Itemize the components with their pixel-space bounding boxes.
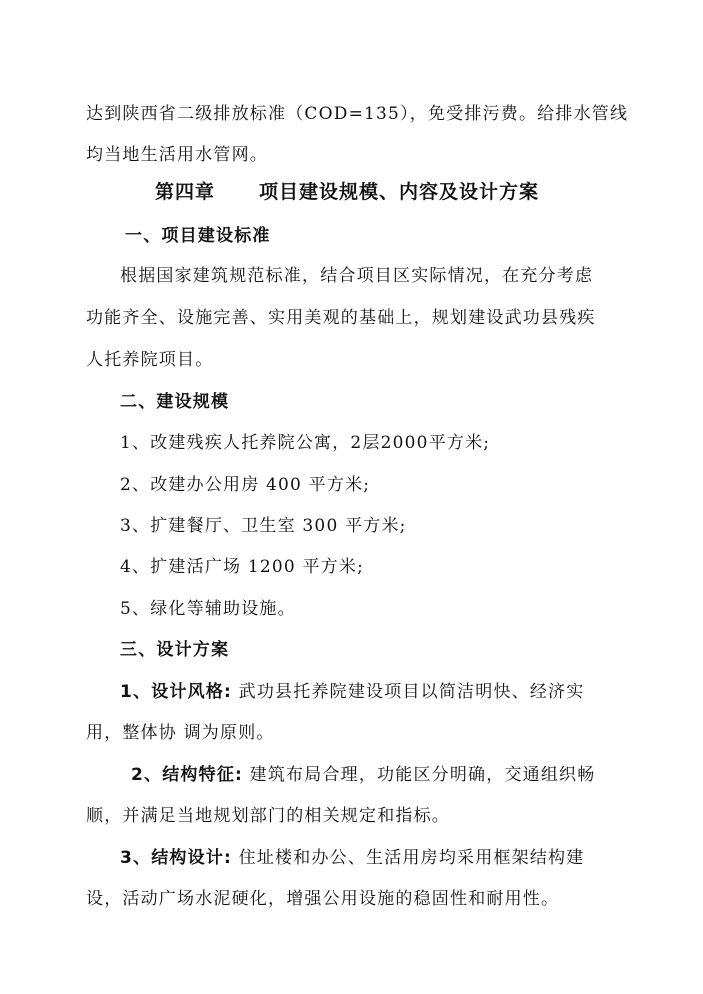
design-item-3-line-2: 设，活动广场水泥硬化，增强公用设施的稳固性和耐用性。 [86, 889, 560, 909]
section-1-para-line-2: 功能齐全、设施完善、实用美观的基础上，规划建设武功县残疾 [86, 308, 596, 328]
design-item-3-label: 3、结构设计: [120, 848, 233, 868]
intro-line-2: 均当地生活用水管网。 [86, 145, 268, 165]
design-item-2-text: 建筑布局合理，功能区分明确，交通组织畅 [249, 765, 596, 785]
design-item-3-text: 住址楼和办公、生活用房均采用框架结构建 [238, 848, 585, 868]
scale-item: 2、改建办公用房 400 平方米; [120, 475, 371, 495]
design-item-3-line-1 [120, 846, 584, 870]
section-1-para-line-3: 人托养院项目。 [86, 350, 214, 370]
scale-item: 4、扩建活广场 1200 平方米; [120, 557, 365, 577]
chapter-number: 第四章 [155, 181, 216, 203]
design-item-1-text: 武功县托养院建设项目以简洁明快、经济实 [238, 682, 585, 702]
design-item-1-line-2: 用，整体协 调为原则。 [86, 723, 275, 743]
scale-item: 3、扩建餐厅、卫生室 300 平方米; [120, 516, 407, 536]
design-item-1-label: 1、设计风格: [120, 682, 233, 702]
section-2-heading: 二、建设规模 [120, 392, 230, 412]
scale-item: 5、绿化等辅助设施。 [120, 599, 296, 619]
section-3-heading: 三、设计方案 [120, 640, 230, 660]
design-item-2-line-1 [131, 763, 595, 787]
scale-item: 1、改建残疾人托养院公寓，2层2000平方米; [120, 433, 491, 453]
design-item-1-line-1 [120, 680, 584, 704]
chapter-title: 项目建设规模、内容及设计方案 [259, 181, 540, 203]
design-item-2-line-2: 顺，并满足当地规划部门的相关规定和指标。 [86, 806, 450, 826]
section-1-heading: 一、项目建设标准 [125, 226, 271, 246]
intro-line-1: 达到陕西省二级排放标准（COD=135），免受排污费。给排水管线 [86, 104, 629, 124]
section-1-para-line-1: 根据国家建筑规范标准，结合项目区实际情况，在充分考虑 [120, 266, 594, 286]
chapter-heading [155, 177, 539, 204]
design-item-2-label: 2、结构特征: [131, 765, 244, 785]
